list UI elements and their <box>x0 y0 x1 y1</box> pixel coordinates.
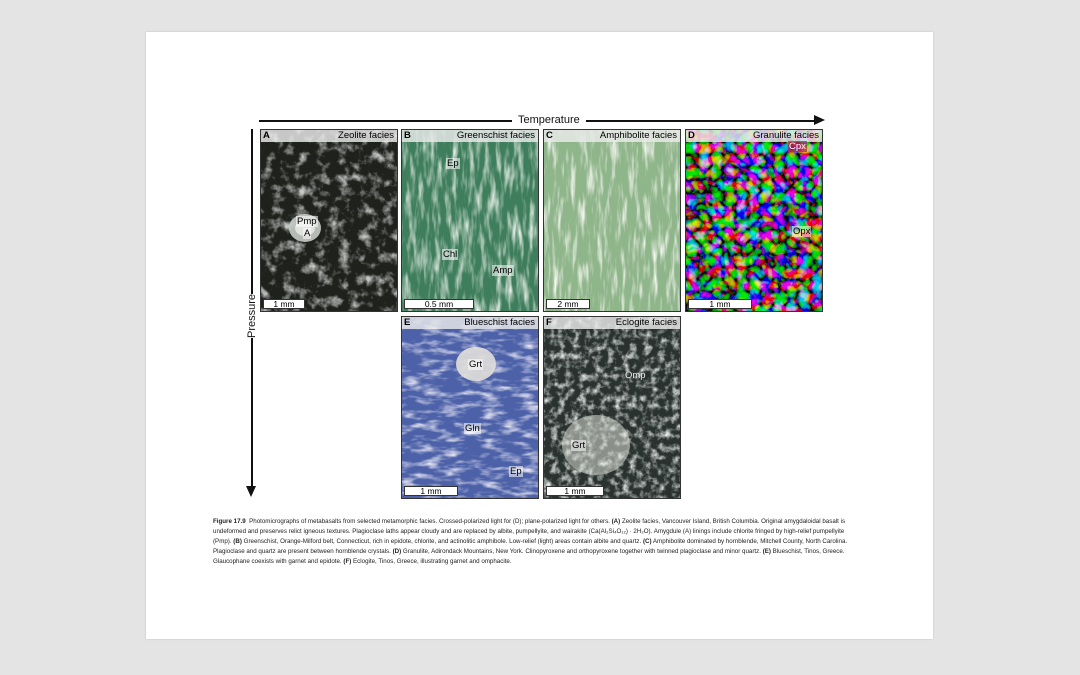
caption-a-label: (A) <box>611 518 621 525</box>
panel-title-bar <box>402 130 538 142</box>
figure-label: Figure 17.9 <box>213 518 246 525</box>
eclogite-micrograph-image <box>544 317 681 499</box>
panel-title-bar <box>544 130 680 142</box>
mineral-label-gln: Gln <box>465 423 480 434</box>
mineral-label-ep: Ep <box>510 466 522 477</box>
pressure-arrow-icon <box>246 486 256 497</box>
panel-letter: B <box>404 130 411 141</box>
photomicrograph-panel-f <box>543 316 681 499</box>
pressure-axis-label: Pressure <box>246 293 258 338</box>
temperature-axis-label: Temperature <box>512 112 586 128</box>
scale-bar: 2 mm <box>546 299 590 309</box>
photomicrograph-panel-e <box>401 316 539 499</box>
panel-letter: D <box>688 130 695 141</box>
mineral-label-grt: Grt <box>572 440 586 451</box>
photomicrograph-panel-a <box>260 129 398 312</box>
caption-b-text: Greenschist, Orange-Milford belt, Connecticut, rich in epidote, chlorite, and actinolitic amphibole. Low-relief (light) areas contain albite and quartz. <box>243 538 642 545</box>
mineral-label-opx: Opx <box>793 226 811 237</box>
panel-facies-name: Greenschist facies <box>456 130 535 141</box>
scale-bar: 1 mm <box>263 299 305 309</box>
panel-title-bar <box>261 130 397 142</box>
panel-letter: C <box>546 130 553 141</box>
panel-facies-name: Blueschist facies <box>464 317 535 328</box>
panel-facies-name: Granulite facies <box>752 130 819 141</box>
scale-bar: 1 mm <box>546 486 604 496</box>
caption-d-label: (D) <box>392 548 402 555</box>
mineral-label-amp: Amp <box>493 265 513 276</box>
granulite-micrograph-image <box>686 130 823 312</box>
caption-a-text: Zeolite facies, Vancouver Island, British Columbia. Original amygdaloidal basalt is undeformed and preserves relict igneous textures. Plagioclase laths appear cloudy and are replaced by albite, pumpellyite, and wairakite (Ca(Al₂Si₄O₁₂) · 2H₂O). Amygdule (A) linings include chlorite fringed by high-relief pumpellyite (Pmp). <box>213 518 846 545</box>
photomicrograph-panel-d <box>685 129 823 312</box>
mineral-label-cpx: Cpx <box>789 141 806 152</box>
scale-bar: 1 mm <box>404 486 458 496</box>
scale-bar: 0.5 mm <box>404 299 474 309</box>
caption-b-label: (B) <box>233 538 242 545</box>
panel-facies-name: Zeolite facies <box>338 130 394 141</box>
caption-f-text: Eclogite, Tinos, Greece, illustrating garnet and omphacite. <box>353 558 512 565</box>
mineral-label-omp: Omp <box>625 370 646 381</box>
caption-c-label: (C) <box>642 538 652 545</box>
caption-e-text: Blueschist, Tinos, Greece. Glaucophane coexists with garnet and epidote. <box>213 548 845 565</box>
mineral-label-grt: Grt <box>469 359 483 370</box>
panel-facies-name: Amphibolite facies <box>599 130 677 141</box>
caption-body: Photomicrographs of metabasalts from selected metamorphic facies. Crossed-polarized light for (D); plane-polarized light for others. <box>249 518 610 525</box>
panel-letter: F <box>546 317 552 328</box>
greenschist-micrograph-image <box>402 130 539 312</box>
mineral-label-chl: Chl <box>443 249 458 260</box>
panel-letter: A <box>263 130 270 141</box>
zeolite-micrograph-image <box>261 130 398 312</box>
amphibolite-micrograph-image <box>544 130 681 312</box>
panel-facies-name: Eclogite facies <box>615 317 677 328</box>
photomicrograph-panel-b <box>401 129 539 312</box>
caption-d-text: Granulite, Adirondack Mountains, New York. Clinopyroxene and orthopyroxene together with twinned plagioclase and minor quartz. <box>402 548 761 555</box>
panel-title-bar <box>402 317 538 329</box>
temperature-arrow-icon <box>814 115 825 125</box>
caption-f-label: (F) <box>343 558 352 565</box>
figure-caption <box>213 517 863 567</box>
photomicrograph-panel-c <box>543 129 681 312</box>
mineral-label-pmp: Pmp <box>297 216 317 227</box>
caption-e-label: (E) <box>762 548 771 555</box>
scale-bar: 1 mm <box>688 299 752 309</box>
mineral-label-amygdule: A <box>304 228 311 239</box>
panel-title-bar <box>544 317 680 329</box>
mineral-label-ep: Ep <box>447 158 459 169</box>
panel-letter: E <box>404 317 411 328</box>
caption-c-text: Amphibolite dominated by hornblende, Mitchell County, North Carolina. Plagioclase and quartz are present between hornblende crystals. <box>213 538 848 555</box>
